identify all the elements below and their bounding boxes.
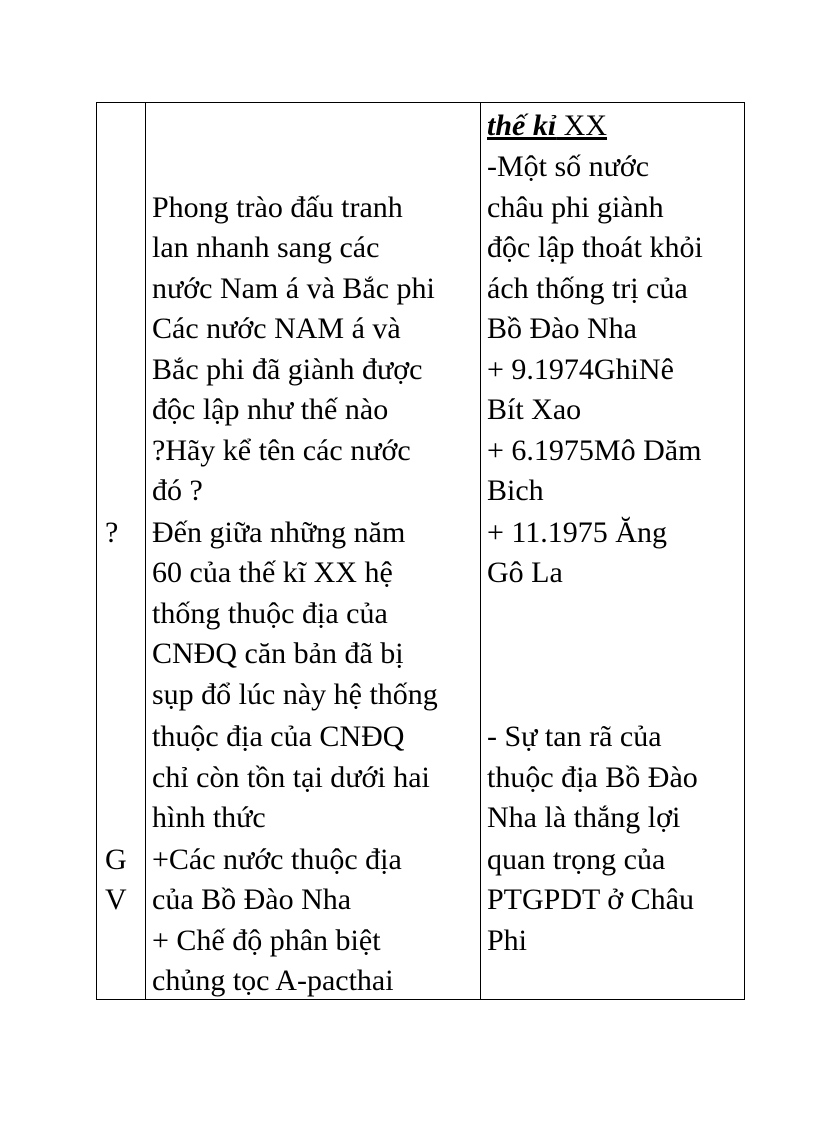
column-divider	[145, 103, 146, 999]
content-table	[96, 102, 745, 1000]
answer-text-line: + 9.1974GhiNê	[487, 353, 674, 386]
answer-text-line: độc lập thoát khỏi	[487, 231, 703, 264]
heading-century: XX	[556, 109, 608, 142]
question-text-line: ?Hãy kể tên các nước	[152, 434, 411, 467]
teacher-marker: V	[105, 883, 127, 916]
answer-text-line: Phi	[487, 924, 528, 957]
answer-text-line: châu phi giành	[487, 191, 664, 224]
answer-text-line: - Sự tan rã của	[487, 720, 662, 753]
question-text-line: Đến giữa những năm	[152, 516, 406, 549]
question-text-line: 60 của thế kĩ XX hệ	[152, 556, 393, 589]
question-text-line: Phong trào đấu tranh	[152, 191, 403, 224]
question-marker: ?	[105, 516, 119, 549]
question-text-line: thống thuộc địa của	[152, 597, 388, 630]
question-text-line: Bắc phi đã giành được	[152, 353, 423, 386]
answer-text-line: Gô La	[487, 556, 563, 589]
question-text-line: thuộc địa của CNĐQ	[152, 720, 405, 753]
question-text-line: nước Nam á và Bắc phi	[152, 272, 435, 305]
question-text-line: độc lập như thế nào	[152, 393, 389, 426]
answer-text-line: -Một số nước	[487, 150, 650, 183]
question-text-line: +Các nước thuộc địa	[152, 843, 402, 876]
question-text-line: lan nhanh sang các	[152, 231, 380, 264]
question-text-line: sụp đổ lúc này hệ thống	[152, 678, 438, 711]
question-text-line: chỉ còn tồn tại dưới hai	[152, 761, 430, 794]
answer-text-line: + 11.1975 Ăng	[487, 516, 667, 549]
answer-text-line: PTGPDT ở Châu	[487, 883, 694, 916]
answer-text-line: + 6.1975Mô Dăm	[487, 434, 702, 467]
answer-text-line: thuộc địa Bồ Đào	[487, 761, 698, 794]
column-divider	[480, 103, 481, 999]
answer-text-line: Nha là thắng lợi	[487, 801, 681, 834]
section-heading	[487, 106, 607, 147]
question-text-line: CNĐQ căn bản đã bị	[152, 637, 404, 670]
answer-text-line: Bít Xao	[487, 393, 582, 426]
answer-text-line: Bich	[487, 474, 544, 507]
heading-emphasis: thế kỉ	[487, 109, 557, 142]
teacher-marker: G	[105, 843, 127, 876]
question-text-line: đó ?	[152, 474, 203, 507]
answer-text-line: ách thống trị của	[487, 272, 688, 305]
question-text-line: của Bồ Đào Nha	[152, 883, 352, 916]
answer-text-line: quan trọng của	[487, 843, 666, 876]
answer-text-line: Bồ Đào Nha	[487, 312, 637, 345]
question-text-line: chủng tọc A-pacthai	[152, 964, 394, 997]
question-text-line: Các nước NAM á và	[152, 312, 401, 345]
question-text-line: + Chế độ phân biệt	[152, 924, 381, 957]
question-text-line: hình thức	[152, 801, 266, 834]
